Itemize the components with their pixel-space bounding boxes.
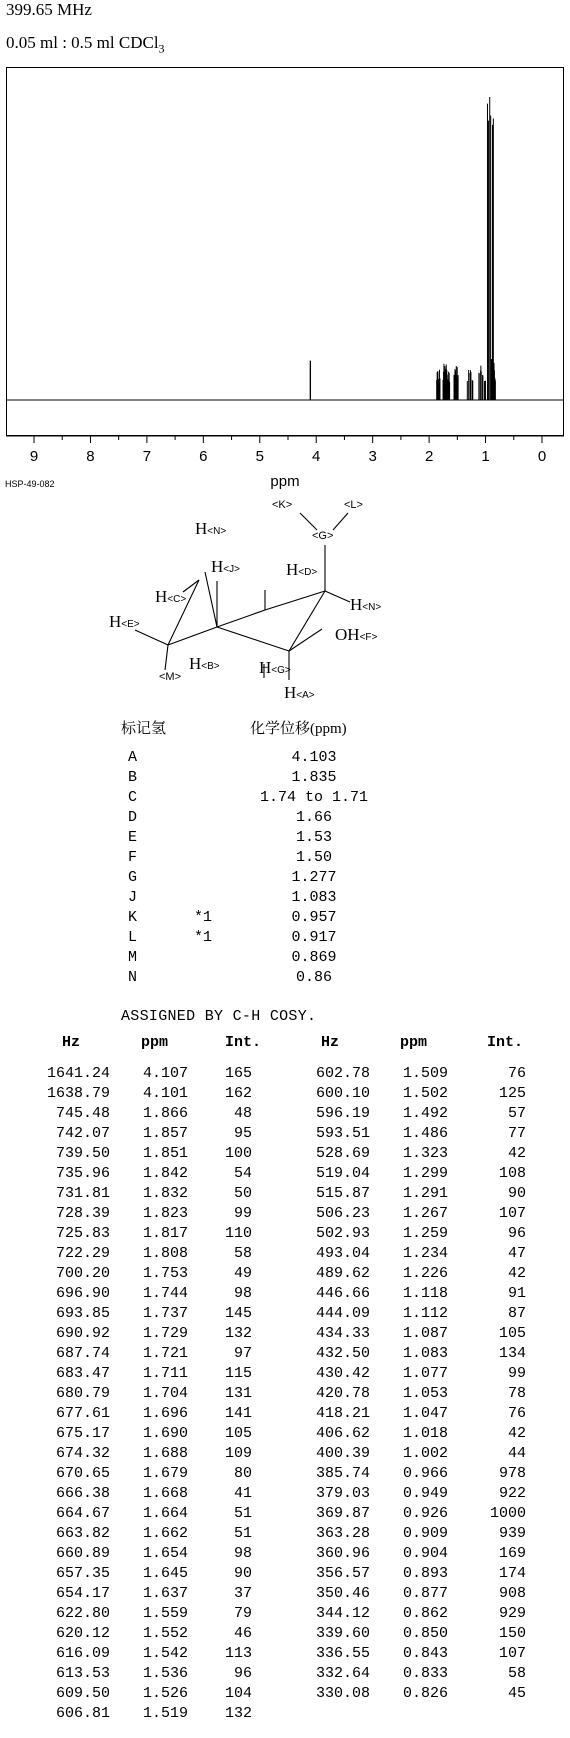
peak-ppm: 1.536 bbox=[142, 1665, 188, 1682]
bond bbox=[289, 629, 322, 651]
peak-ppm: 1.502 bbox=[402, 1085, 448, 1102]
peak-ppm: 1.083 bbox=[402, 1345, 448, 1362]
bond bbox=[217, 610, 265, 627]
peak-ppm: 1.323 bbox=[402, 1145, 448, 1162]
col-head-hz-right: Hz bbox=[321, 1034, 340, 1051]
peak-ppm: 1.679 bbox=[142, 1465, 188, 1482]
peak-int: 58 bbox=[507, 1665, 526, 1682]
peak-hz: 742.07 bbox=[55, 1125, 110, 1142]
cosy-note: ASSIGNED BY C-H COSY. bbox=[121, 1008, 317, 1025]
x-tick-label: 0 bbox=[537, 448, 547, 465]
peak-hz: 745.48 bbox=[55, 1105, 110, 1122]
peak-ppm: 1.817 bbox=[142, 1225, 188, 1242]
peak-int: 50 bbox=[233, 1185, 252, 1202]
peak-int: 57 bbox=[507, 1105, 526, 1122]
assignment-shift: 0.957 bbox=[291, 909, 337, 926]
peak-int: 109 bbox=[224, 1445, 252, 1462]
peak-int: 174 bbox=[498, 1565, 526, 1582]
peak-hz: 330.08 bbox=[315, 1685, 370, 1702]
peak-int: 162 bbox=[224, 1085, 252, 1102]
peak-ppm: 1.857 bbox=[142, 1125, 188, 1142]
peak-hz: 434.33 bbox=[315, 1325, 370, 1342]
struct-label-k: <K> bbox=[272, 499, 293, 511]
peak-ppm: 1.866 bbox=[142, 1105, 188, 1122]
peak-ppm: 0.966 bbox=[402, 1465, 448, 1482]
peak-ppm: 1.559 bbox=[142, 1605, 188, 1622]
bond bbox=[165, 645, 168, 670]
peak-hz: 400.39 bbox=[315, 1445, 370, 1462]
peak-int: 80 bbox=[233, 1465, 252, 1482]
bond bbox=[217, 627, 289, 651]
peak-hz: 339.60 bbox=[315, 1625, 370, 1642]
bond bbox=[325, 591, 350, 602]
peak-hz: 446.66 bbox=[315, 1285, 370, 1302]
peak-ppm: 0.826 bbox=[402, 1685, 448, 1702]
sample-code: HSP-49-082 bbox=[5, 479, 55, 489]
peak-hz: 622.80 bbox=[55, 1605, 110, 1622]
peak-hz: 515.87 bbox=[315, 1185, 370, 1202]
peak-hz: 731.81 bbox=[55, 1185, 110, 1202]
assignment-shift: 1.74 to 1.71 bbox=[259, 789, 369, 806]
assignment-shift: 0.917 bbox=[291, 929, 337, 946]
struct-label-ha: H<A> bbox=[284, 683, 315, 702]
peak-int: 110 bbox=[224, 1225, 252, 1242]
peak-ppm: 1.509 bbox=[402, 1065, 448, 1082]
x-tick-label: 8 bbox=[86, 448, 95, 465]
peak-hz: 363.28 bbox=[315, 1525, 370, 1542]
col-head-ppm-left: ppm bbox=[141, 1034, 169, 1051]
peak-ppm: 1.654 bbox=[142, 1545, 188, 1562]
peak-int: 132 bbox=[224, 1705, 252, 1722]
peak-int: 45 bbox=[507, 1685, 526, 1702]
peak-int: 49 bbox=[233, 1265, 252, 1282]
peak-int: 90 bbox=[233, 1565, 252, 1582]
struct-label-hn-top: H<N> bbox=[195, 519, 227, 538]
peak-ppm: 0.904 bbox=[402, 1545, 448, 1562]
peak-ppm: 4.101 bbox=[142, 1085, 188, 1102]
peak-hz: 1641.24 bbox=[46, 1065, 110, 1082]
spectrometer-frequency: 399.65 MHz bbox=[6, 0, 92, 19]
assignment-label: K bbox=[128, 909, 138, 926]
peak-ppm: 0.893 bbox=[402, 1565, 448, 1582]
peak-hz: 664.67 bbox=[55, 1505, 110, 1522]
assignment-header-shift: 化学位移(ppm) bbox=[250, 721, 347, 737]
peak-ppm: 1.808 bbox=[142, 1245, 188, 1262]
assignment-note: *1 bbox=[194, 929, 213, 946]
x-tick-label: 1 bbox=[481, 448, 490, 465]
peak-int: 41 bbox=[233, 1485, 252, 1502]
assignment-header-label: 标记氢 bbox=[121, 721, 167, 737]
peak-hz: 350.46 bbox=[315, 1585, 370, 1602]
peak-int: 104 bbox=[224, 1685, 252, 1702]
peak-int: 95 bbox=[233, 1125, 252, 1142]
peak-int: 47 bbox=[507, 1245, 526, 1262]
peak-ppm: 0.850 bbox=[402, 1625, 448, 1642]
assignment-label: G bbox=[128, 869, 138, 886]
peak-int: 42 bbox=[507, 1265, 526, 1282]
struct-label-hj: H<J> bbox=[211, 557, 240, 576]
peak-int: 51 bbox=[233, 1525, 252, 1542]
peak-int: 42 bbox=[507, 1145, 526, 1162]
peak-ppm: 1.002 bbox=[402, 1445, 448, 1462]
peak-int: 37 bbox=[233, 1585, 252, 1602]
peak-ppm: 1.729 bbox=[142, 1325, 188, 1342]
peak-int: 939 bbox=[498, 1525, 526, 1542]
peak-int: 145 bbox=[224, 1305, 252, 1322]
peak-ppm: 1.696 bbox=[142, 1405, 188, 1422]
struct-label-hc: H<C> bbox=[155, 587, 187, 606]
peak-hz: 609.50 bbox=[55, 1685, 110, 1702]
peak-int: 107 bbox=[498, 1645, 526, 1662]
bond bbox=[135, 630, 168, 645]
assignment-label: B bbox=[128, 769, 138, 786]
peak-int: 107 bbox=[498, 1205, 526, 1222]
peak-ppm: 1.234 bbox=[402, 1245, 448, 1262]
peak-int: 125 bbox=[498, 1085, 526, 1102]
assignment-shift: 1.66 bbox=[295, 809, 332, 826]
assignment-shift: 1.835 bbox=[291, 769, 337, 786]
peak-ppm: 1.721 bbox=[142, 1345, 188, 1362]
bond bbox=[333, 513, 348, 530]
bond bbox=[289, 591, 325, 651]
peak-hz: 722.29 bbox=[55, 1245, 110, 1262]
peak-int: 78 bbox=[507, 1385, 526, 1402]
peak-hz: 344.12 bbox=[315, 1605, 370, 1622]
peak-ppm: 0.833 bbox=[402, 1665, 448, 1682]
peak-hz: 616.09 bbox=[55, 1645, 110, 1662]
assignment-shift: 1.277 bbox=[291, 869, 337, 886]
col-head-hz-left: Hz bbox=[62, 1034, 81, 1051]
sample-concentration-subscript: 3 bbox=[158, 41, 165, 56]
x-tick-label: 2 bbox=[424, 448, 434, 465]
peak-ppm: 1.087 bbox=[402, 1325, 448, 1342]
peak-hz: 385.74 bbox=[315, 1465, 370, 1482]
peak-hz: 687.74 bbox=[55, 1345, 110, 1362]
assignment-label: D bbox=[128, 809, 138, 826]
peak-int: 113 bbox=[224, 1645, 252, 1662]
assignment-shift: 0.869 bbox=[291, 949, 337, 966]
assignment-label: M bbox=[128, 949, 138, 966]
peak-int: 908 bbox=[498, 1585, 526, 1602]
peak-ppm: 0.843 bbox=[402, 1645, 448, 1662]
peak-hz: 432.50 bbox=[315, 1345, 370, 1362]
x-tick-label: 9 bbox=[29, 448, 39, 465]
x-tick-label: 7 bbox=[142, 448, 152, 465]
peak-ppm: 1.662 bbox=[142, 1525, 188, 1542]
peak-ppm: 1.737 bbox=[142, 1305, 188, 1322]
peak-ppm: 1.704 bbox=[142, 1385, 188, 1402]
peak-int: 96 bbox=[507, 1225, 526, 1242]
col-head-ppm-right: ppm bbox=[400, 1034, 428, 1051]
peak-ppm: 0.909 bbox=[402, 1525, 448, 1542]
peak-int: 150 bbox=[498, 1625, 526, 1642]
peak-hz: 663.82 bbox=[55, 1525, 110, 1542]
peak-int: 165 bbox=[224, 1065, 252, 1082]
peak-hz: 620.12 bbox=[55, 1625, 110, 1642]
peak-int: 115 bbox=[224, 1365, 252, 1382]
peak-hz: 660.89 bbox=[55, 1545, 110, 1562]
peak-ppm: 1.645 bbox=[142, 1565, 188, 1582]
peak-hz: 420.78 bbox=[315, 1385, 370, 1402]
x-tick-label: 5 bbox=[255, 448, 264, 465]
assignment-label: N bbox=[128, 969, 138, 986]
peak-hz: 600.10 bbox=[315, 1085, 370, 1102]
peak-ppm: 1.118 bbox=[402, 1285, 448, 1302]
peak-ppm: 1.259 bbox=[402, 1225, 448, 1242]
peak-int: 98 bbox=[233, 1545, 252, 1562]
struct-label-hg: H<G> bbox=[259, 658, 291, 677]
struct-label-m: <M> bbox=[159, 671, 182, 683]
peak-hz: 528.69 bbox=[315, 1145, 370, 1162]
peak-hz: 356.57 bbox=[315, 1565, 370, 1582]
peak-ppm: 1.267 bbox=[402, 1205, 448, 1222]
peak-int: 929 bbox=[498, 1605, 526, 1622]
peak-hz: 606.81 bbox=[55, 1705, 110, 1722]
assignment-shift: 1.53 bbox=[295, 829, 332, 846]
bond bbox=[300, 513, 317, 530]
peak-int: 76 bbox=[507, 1065, 526, 1082]
struct-label-l: <L> bbox=[344, 499, 363, 511]
peak-ppm: 1.711 bbox=[142, 1365, 188, 1382]
peak-hz: 596.19 bbox=[315, 1105, 370, 1122]
peak-hz: 489.62 bbox=[315, 1265, 370, 1282]
peak-ppm: 0.949 bbox=[402, 1485, 448, 1502]
peak-int: 91 bbox=[507, 1285, 526, 1302]
peak-hz: 725.83 bbox=[55, 1225, 110, 1242]
peak-hz: 418.21 bbox=[315, 1405, 370, 1422]
peak-int: 76 bbox=[507, 1405, 526, 1422]
peak-ppm: 1.851 bbox=[142, 1145, 188, 1162]
peak-hz: 369.87 bbox=[315, 1505, 370, 1522]
peak-hz: 593.51 bbox=[315, 1125, 370, 1142]
struct-label-hd: H<D> bbox=[286, 560, 318, 579]
peak-int: 131 bbox=[224, 1385, 252, 1402]
peak-hz: 332.64 bbox=[315, 1665, 370, 1682]
peak-hz: 519.04 bbox=[315, 1165, 370, 1182]
struct-label-hn-right: H<N> bbox=[350, 595, 382, 614]
assignment-label: E bbox=[128, 829, 138, 846]
assignment-shift: 0.86 bbox=[295, 969, 332, 986]
peak-int: 105 bbox=[224, 1425, 252, 1442]
peak-hz: 728.39 bbox=[55, 1205, 110, 1222]
peak-hz: 696.90 bbox=[55, 1285, 110, 1302]
col-head-int-right: Int. bbox=[487, 1034, 524, 1051]
peak-int: 96 bbox=[233, 1665, 252, 1682]
peak-ppm: 1.053 bbox=[402, 1385, 448, 1402]
assignment-shift: 1.083 bbox=[291, 889, 337, 906]
peak-int: 87 bbox=[507, 1305, 526, 1322]
peak-hz: 674.32 bbox=[55, 1445, 110, 1462]
peak-int: 51 bbox=[233, 1505, 252, 1522]
peak-int: 77 bbox=[507, 1125, 526, 1142]
peak-ppm: 1.753 bbox=[142, 1265, 188, 1282]
peak-hz: 666.38 bbox=[55, 1485, 110, 1502]
peak-hz: 493.04 bbox=[315, 1245, 370, 1262]
peak-hz: 613.53 bbox=[55, 1665, 110, 1682]
peak-ppm: 1.744 bbox=[142, 1285, 188, 1302]
peak-hz: 336.55 bbox=[315, 1645, 370, 1662]
peak-hz: 670.65 bbox=[55, 1465, 110, 1482]
peak-ppm: 0.926 bbox=[402, 1505, 448, 1522]
peak-int: 141 bbox=[224, 1405, 252, 1422]
peak-hz: 677.61 bbox=[55, 1405, 110, 1422]
assignment-label: A bbox=[128, 749, 138, 766]
peak-int: 132 bbox=[224, 1325, 252, 1342]
assignment-note: *1 bbox=[194, 909, 213, 926]
peak-ppm: 0.862 bbox=[402, 1605, 448, 1622]
peak-hz: 680.79 bbox=[55, 1385, 110, 1402]
peak-ppm: 1.291 bbox=[402, 1185, 448, 1202]
peak-ppm: 0.877 bbox=[402, 1585, 448, 1602]
peak-int: 79 bbox=[233, 1605, 252, 1622]
peak-ppm: 1.047 bbox=[402, 1405, 448, 1422]
peak-hz: 657.35 bbox=[55, 1565, 110, 1582]
peak-ppm: 1.842 bbox=[142, 1165, 188, 1182]
peak-ppm: 1.552 bbox=[142, 1625, 188, 1642]
bond bbox=[205, 572, 217, 627]
peak-int: 922 bbox=[498, 1485, 526, 1502]
peak-ppm: 1.542 bbox=[142, 1645, 188, 1662]
peak-hz: 502.93 bbox=[315, 1225, 370, 1242]
struct-label-hb: H<B> bbox=[189, 654, 220, 673]
col-head-int-left: Int. bbox=[225, 1034, 262, 1051]
assignment-label: F bbox=[128, 849, 138, 866]
peak-int: 54 bbox=[233, 1165, 252, 1182]
peak-int: 98 bbox=[233, 1285, 252, 1302]
peak-hz: 739.50 bbox=[55, 1145, 110, 1162]
struct-label-oh: OH<F> bbox=[335, 625, 378, 644]
peak-hz: 430.42 bbox=[315, 1365, 370, 1382]
peak-int: 134 bbox=[498, 1345, 526, 1362]
molecule-structure bbox=[0, 0, 570, 720]
peak-hz: 506.23 bbox=[315, 1205, 370, 1222]
peak-int: 58 bbox=[233, 1245, 252, 1262]
peak-int: 90 bbox=[507, 1185, 526, 1202]
peak-int: 1000 bbox=[489, 1505, 526, 1522]
peak-hz: 360.96 bbox=[315, 1545, 370, 1562]
peak-int: 48 bbox=[233, 1105, 252, 1122]
peak-ppm: 1.664 bbox=[142, 1505, 188, 1522]
peak-ppm: 4.107 bbox=[142, 1065, 188, 1082]
peak-int: 44 bbox=[507, 1445, 526, 1462]
peak-hz: 444.09 bbox=[315, 1305, 370, 1322]
assignment-label: J bbox=[128, 889, 138, 906]
x-axis-label: ppm bbox=[270, 473, 300, 490]
sample-concentration-text: 0.05 ml : 0.5 ml CDCl bbox=[6, 33, 159, 52]
peak-int: 97 bbox=[233, 1345, 252, 1362]
assignment-label: C bbox=[128, 789, 138, 806]
peak-int: 978 bbox=[498, 1465, 526, 1482]
peak-ppm: 1.486 bbox=[402, 1125, 448, 1142]
peak-int: 99 bbox=[507, 1365, 526, 1382]
peak-int: 42 bbox=[507, 1425, 526, 1442]
peak-int: 100 bbox=[224, 1145, 252, 1162]
peak-ppm: 1.112 bbox=[402, 1305, 448, 1322]
peak-hz: 735.96 bbox=[55, 1165, 110, 1182]
peak-ppm: 1.668 bbox=[142, 1485, 188, 1502]
struct-label-he: H<E> bbox=[109, 612, 140, 631]
peak-int: 105 bbox=[498, 1325, 526, 1342]
peak-hz: 690.92 bbox=[55, 1325, 110, 1342]
x-tick-label: 3 bbox=[368, 448, 377, 465]
peak-hz: 700.20 bbox=[55, 1265, 110, 1282]
peak-hz: 683.47 bbox=[55, 1365, 110, 1382]
peak-hz: 693.85 bbox=[55, 1305, 110, 1322]
peak-ppm: 1.637 bbox=[142, 1585, 188, 1602]
peak-ppm: 1.823 bbox=[142, 1205, 188, 1222]
assignment-shift: 4.103 bbox=[291, 749, 337, 766]
struct-label-q: <G> bbox=[312, 530, 334, 542]
peak-hz: 379.03 bbox=[315, 1485, 370, 1502]
peak-hz: 602.78 bbox=[315, 1065, 370, 1082]
assignment-label: L bbox=[128, 929, 138, 946]
peak-ppm: 1.690 bbox=[142, 1425, 188, 1442]
peak-ppm: 1.492 bbox=[402, 1105, 448, 1122]
peak-int: 169 bbox=[498, 1545, 526, 1562]
peak-int: 108 bbox=[498, 1165, 526, 1182]
peak-hz: 675.17 bbox=[55, 1425, 110, 1442]
peak-ppm: 1.526 bbox=[142, 1685, 188, 1702]
peak-ppm: 1.519 bbox=[142, 1705, 188, 1722]
peak-hz: 1638.79 bbox=[46, 1085, 110, 1102]
x-tick-label: 6 bbox=[199, 448, 208, 465]
peak-ppm: 1.688 bbox=[142, 1445, 188, 1462]
peak-ppm: 1.077 bbox=[402, 1365, 448, 1382]
x-tick-label: 4 bbox=[312, 448, 321, 465]
assignment-shift: 1.50 bbox=[295, 849, 332, 866]
peak-ppm: 1.832 bbox=[142, 1185, 188, 1202]
peak-int: 99 bbox=[233, 1205, 252, 1222]
peak-int: 46 bbox=[233, 1625, 252, 1642]
peak-hz: 654.17 bbox=[55, 1585, 110, 1602]
peak-ppm: 1.226 bbox=[402, 1265, 448, 1282]
peak-hz: 406.62 bbox=[315, 1425, 370, 1442]
bond bbox=[265, 591, 325, 610]
peak-ppm: 1.018 bbox=[402, 1425, 448, 1442]
peak-ppm: 1.299 bbox=[402, 1165, 448, 1182]
